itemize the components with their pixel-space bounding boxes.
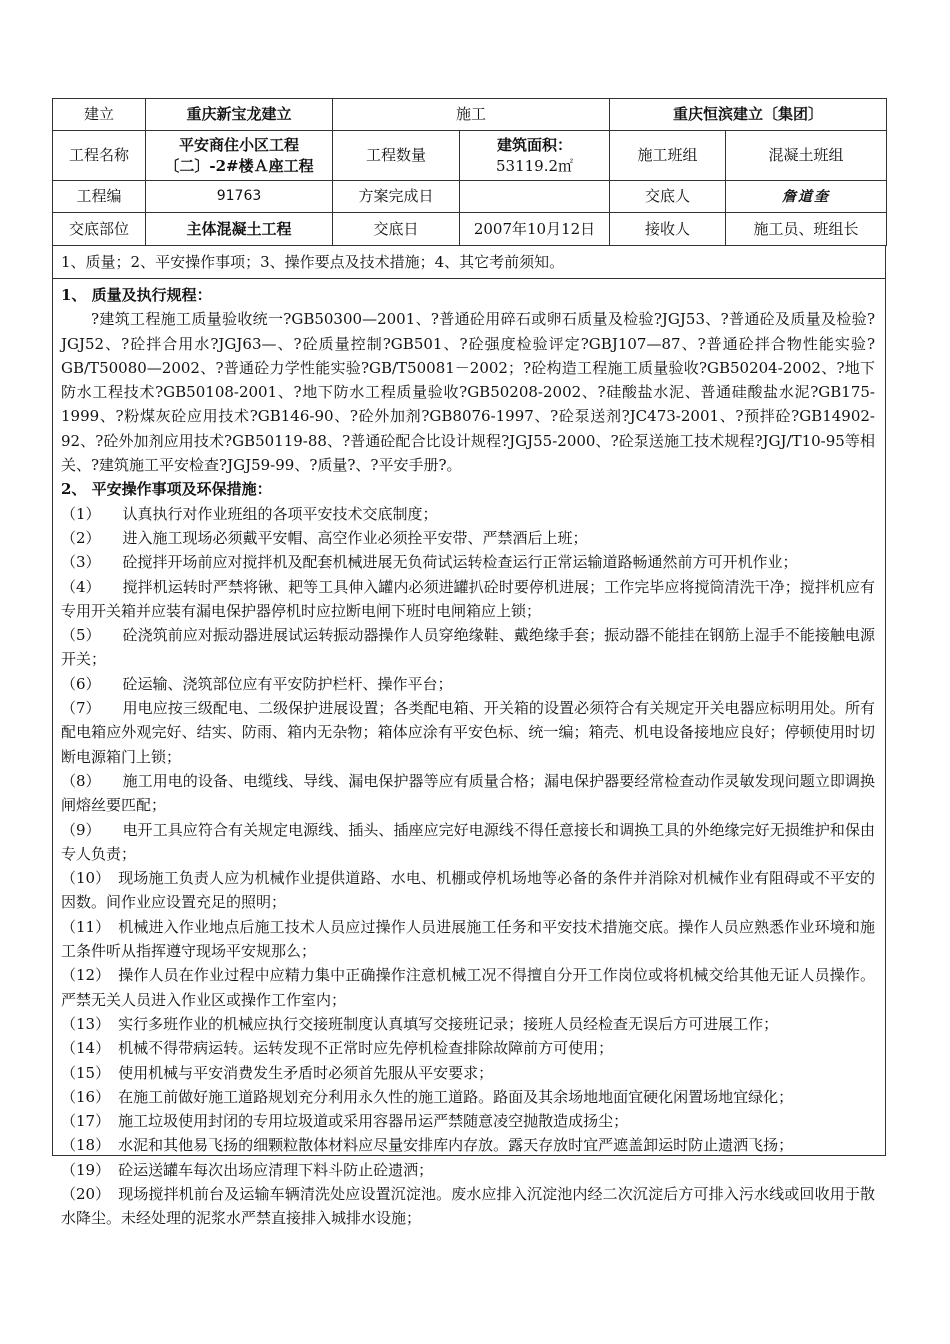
list-item-text: 机械进入作业地点后施工技术人员应过操作人员进展施工任务和平安技术措施交底。操作人员应熟悉作业环境和施工条件听从指挥遵守现场平安规那么；	[61, 917, 875, 961]
list-item-number: （15）	[61, 1063, 111, 1082]
list-item-text: 进入施工现场必须戴平安帽、高空作业必须拴平安带、严禁酒后上班；	[122, 528, 588, 547]
label-client: 建立	[53, 99, 146, 131]
list-item-number: （4）	[61, 577, 101, 596]
list-item	[61, 672, 875, 696]
label-project-code: 工程编	[53, 181, 146, 213]
list-item-text: 水泥和其他易飞扬的细颗粒散体材料应尽量安排库内存放。露天存放时宜严遮盖卸运时防止遗洒飞扬；	[118, 1136, 794, 1155]
list-item-text: 施工垃圾使用封闭的专用垃圾道或采用容器吊运严禁随意凌空抛散造成扬尘；	[118, 1112, 629, 1131]
list-item-text: 砼搅拌开场前应对搅拌机及配套机械进展无负荷试运转检查运行正常运输道路畅通然前方可开机作业；	[122, 553, 798, 572]
list-item-text: 施工用电的设备、电缆线、导线、漏电保护器等应有质量合格；漏电保护器要经常检查动作灵敏发现问题立即调换闸熔丝要匹配；	[61, 771, 875, 815]
list-item-number: （9）	[61, 820, 101, 839]
list-item-number: （13）	[61, 1014, 111, 1033]
list-item-number: （1）	[61, 504, 101, 523]
client-value: 重庆新宝龙建立	[146, 99, 333, 131]
list-item	[61, 1109, 875, 1133]
project-name-line-1: 平安商住小区工程	[178, 135, 299, 154]
list-item	[61, 915, 875, 964]
contractor-value: 重庆恒滨建立〔集团〕	[610, 99, 887, 131]
list-item-text: 认真执行对作业班组的各项平安技术交底制度；	[122, 504, 438, 523]
list-item-number: （19）	[61, 1160, 111, 1179]
list-item	[61, 575, 875, 624]
section-2-items	[61, 502, 875, 1231]
list-item-number: （14）	[61, 1039, 111, 1058]
header-row-4	[53, 213, 887, 246]
list-item-text: 搅拌机运转时严禁将锹、耙等工具伸入罐内必须进罐扒砼时要停机进展；工作完毕应将搅筒清洗干净；搅拌机应有专用开关箱并应装有漏电保护器停机时应拉断电闸下班时电闸箱应上锁；	[61, 577, 875, 620]
list-item-number: （18）	[61, 1136, 111, 1155]
list-item-text: 在施工前做好施工道路规划充分利用永久性的施工道路。路面及其余场地地面宜硬化闲置场地宜绿化；	[118, 1087, 794, 1106]
label-team: 施工班组	[610, 131, 726, 181]
list-item	[61, 1036, 875, 1060]
summary-line: 1、质量；2、平安操作事项；3、操作要点及技术措施；4、其它考前须知。	[52, 246, 886, 279]
list-item-text: 砼运输、浇筑部位应有平安防护栏杆、操作平台；	[122, 674, 453, 693]
list-item-text: 现场搅拌机前台及运输车辆清洗处应设置沉淀池。废水应排入沉淀池内经二次沉淀后方可排入污水线或回收用于散水降尘。未经处理的泥浆水严禁直接排入城排水设施；	[61, 1184, 875, 1228]
label-project-name: 工程名称	[53, 131, 146, 181]
header-row-1	[53, 99, 887, 131]
list-item-number: （6）	[61, 674, 101, 693]
list-item	[61, 1085, 875, 1109]
list-item-number: （10）	[61, 869, 111, 888]
giver-signature	[726, 181, 887, 213]
label-giver: 交底人	[610, 181, 726, 213]
area-label: 建筑面积：	[497, 135, 573, 154]
list-item-number: （2）	[61, 528, 101, 547]
list-item-number: （17）	[61, 1112, 111, 1131]
label-contractor: 施工	[333, 99, 610, 131]
content-body	[52, 279, 886, 1228]
list-item	[61, 502, 875, 526]
list-item-text: 操作人员在作业过程中应精力集中正确操作注意机械工况不得擅自分开工作岗位或将机械交给其他无证人员操作。严禁无关人员进入作业区或操作工作室内；	[61, 966, 875, 1009]
list-item	[61, 550, 875, 574]
list-item-number: （5）	[61, 626, 101, 645]
header-row-3	[53, 181, 887, 213]
label-receiver: 接收人	[610, 213, 726, 246]
plan-date-value	[460, 181, 610, 213]
area-number: 53119.2㎡	[495, 156, 574, 175]
section-2-title: 2、 平安操作事项及环保措施：	[61, 480, 272, 499]
list-item	[61, 866, 875, 915]
label-quantity: 工程数量	[333, 131, 460, 181]
label-disclosure-date: 交底日	[333, 213, 460, 246]
list-item	[61, 818, 875, 867]
list-item	[61, 526, 875, 550]
team-value: 混凝土班组	[726, 131, 887, 181]
project-code-value: 91763	[146, 181, 333, 213]
list-item	[61, 769, 875, 818]
list-item	[61, 1012, 875, 1036]
list-item	[61, 696, 875, 769]
list-item-number: （3）	[61, 553, 101, 572]
receiver-value: 施工员、班组长	[726, 213, 887, 246]
list-item-text: 用电应按三级配电、二级保护进展设置；各类配电箱、开关箱的设置必须符合有关规定开关电器应标明用处。所有配电箱应外观完好、结实、防雨、箱内无杂物；箱体应涂有平安色标、统一编；箱壳、机电设备接地应良好；停顿使用时切断电源箱门上锁；	[61, 699, 875, 766]
list-item-number: （7）	[61, 699, 101, 718]
list-item-number: （20）	[61, 1184, 111, 1203]
list-item	[61, 1061, 875, 1085]
list-item-text: 实行多班作业的机械应执行交接班制度认真填写交接班记录；接班人员经检查无误后方可进展工作；	[118, 1014, 779, 1033]
part-value: 主体混凝土工程	[146, 213, 333, 246]
list-item	[61, 1133, 875, 1157]
list-item-number: （12）	[61, 966, 111, 985]
project-name-value	[146, 131, 333, 181]
label-part: 交底部位	[53, 213, 146, 246]
section-1-title: 1、 质量及执行规程：	[61, 286, 212, 304]
list-item-text: 砼浇筑前应对振动器进展试运转振动器操作人员穿绝缘鞋、戴绝缘手套；振动器不能挂在钢筋上湿手不能接触电源开关；	[61, 626, 875, 669]
list-item-text: 砼运送罐车每次出场应清理下料斗防止砼遗洒；	[118, 1160, 434, 1179]
list-item	[61, 623, 875, 672]
header-table	[52, 98, 887, 246]
giver-name: 詹道奎	[782, 188, 831, 205]
area-value	[460, 131, 610, 181]
project-name-line-2: 〔二〕-2#楼Ａ座工程	[164, 156, 314, 175]
list-item	[61, 1182, 875, 1231]
disclosure-form	[52, 98, 886, 1228]
list-item-number: （16）	[61, 1087, 111, 1106]
list-item	[61, 1158, 875, 1182]
list-item-text: 电开工具应符合有关规定电源线、插头、插座应完好电源线不得任意接长和调换工具的外绝缘完好无损维护和保由专人负责；	[61, 820, 875, 863]
list-item	[61, 963, 875, 1012]
list-item-text: 使用机械与平安消费发生矛盾时必须首先服从平安要求；	[118, 1063, 494, 1082]
list-item-text: 现场施工负责人应为机械作业提供道路、水电、机棚或停机场地等必备的条件并消除对机械作业有阻碍或不平安的因数。间作业应设置充足的照明；	[61, 869, 875, 912]
disclosure-date-value: 2007年10月12日	[460, 213, 610, 246]
header-row-2	[53, 131, 887, 181]
list-item-text: 机械不得带病运转。运转发现不正常时应先停机检查排除故障前方可使用；	[118, 1039, 614, 1058]
list-item-number: （11）	[61, 917, 111, 936]
section-1-text: ?建筑工程施工质量验收统一?GB50300—2001、?普通砼用碎石或卵石质量及检验?JGJ53、?普通砼及质量及检验?JGJ52、?砼拌合用水?JGJ63—、?砼质量控制?GB501、?砼强度检验评定?GBJ107—87、?普通砼拌合物性能实验?GB/T50080—2002、?普通砼力学性能实验?GB/T50081－2002；?砼构造工程施工质量验收?GB50204-2002、?地下防水工程技术?GB50108-2001、?地下防水工程质量验收?GB50208-2002、?硅酸盐水泥、普通硅酸盐水泥?GB175-1999、?粉煤灰砼应用技术?GB146-90、?砼外加剂?GB8076-1997、?砼泵送剂?JC473-2001、?预拌砼?GB14902-92、?砼外加剂应用技术?GB50119-88、?普通砼配合比设计规程?JGJ55-2000、?砼泵送施工技术规程?JGJ/T10-95等相关、?建筑施工平安检查?JGJ59-99、?质量?、?平安手册?。	[61, 310, 875, 475]
label-plan-date: 方案完成日	[333, 181, 460, 213]
list-item-number: （8）	[61, 771, 101, 790]
